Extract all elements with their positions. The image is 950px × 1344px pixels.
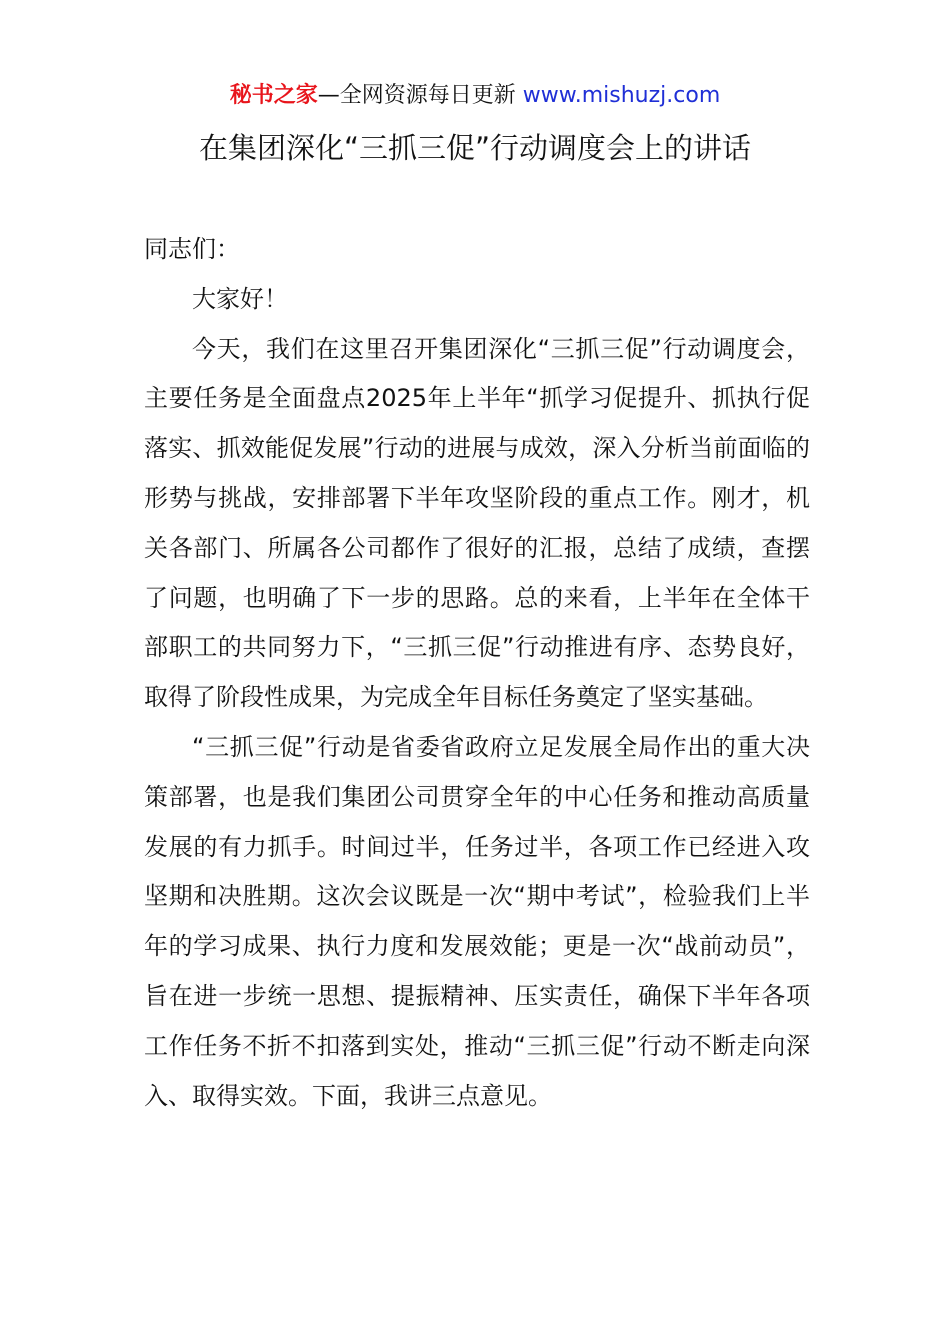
site-url-link[interactable]: www.mishuzj.com — [522, 83, 721, 108]
brand-name: 秘书之家 — [229, 83, 318, 108]
header-tagline: —全网资源每日更新 — [317, 83, 523, 108]
paragraph-intro: 今天，我们在这里召开集团深化“三抓三促”行动调度会，主要任务是全面盘点2025年上半年“抓学习促提升、抓执行促落实、抓效能促发展”行动的进展与成效，深入分析当前面临的形势与挑战，安排部署下半年攻坚阶段的重点工作。刚才，机关各部门、所属各公司都作了很好的汇报，总结了成绩，查摆了问题，也明确了下一步的思路。总的来看，上半年在全体干部职工的共同努力下，“三抓三促”行动推进有序、态势良好，取得了阶段性成果，为完成全年目标任务奠定了坚实基础。 — [144, 334, 810, 712]
paragraph-greeting: 大家好！ — [192, 284, 288, 313]
salutation: 同志们： — [144, 235, 240, 263]
site-header — [0, 80, 950, 112]
document-body — [144, 225, 810, 1121]
document-title: 在集团深化“三抓三促”行动调度会上的讲话 — [198, 131, 752, 165]
paragraph-significance: “三抓三促”行动是省委省政府立足发展全局作出的重大决策部署，也是我们集团公司贯穿全年的中心任务和推动高质量发展的有力抓手。时间过半，任务过半，各项工作已经进入攻坚期和决胜期。这次会议既是一次“期中考试”，检验我们上半年的学习成果、执行力度和发展效能；更是一次“战前动员”，旨在进一步统一思想、提振精神、压实责任，确保下半年各项工作任务不折不扣落到实处，推动“三抓三促”行动不断走向深入、取得实效。下面，我讲三点意见。 — [144, 732, 810, 1110]
